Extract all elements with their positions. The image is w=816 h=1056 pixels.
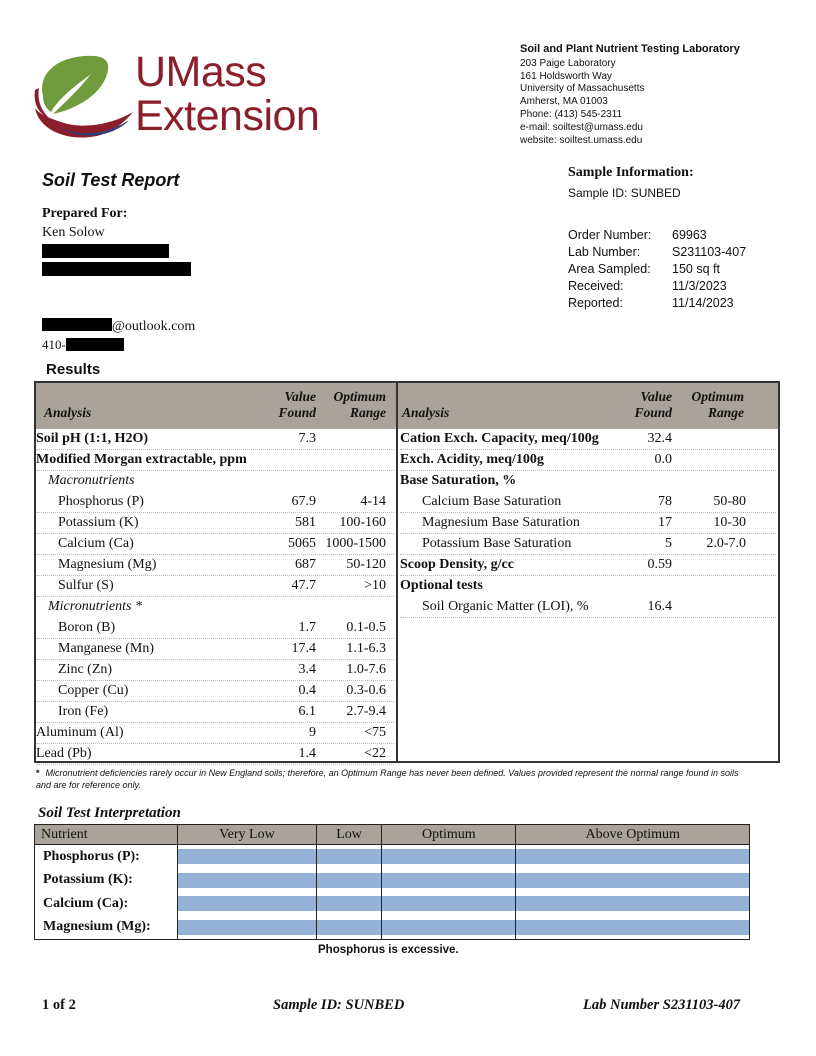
optimum-range: <22	[364, 746, 386, 761]
logo-line-1: UMass	[135, 48, 267, 96]
results-row	[36, 575, 394, 597]
results-row	[36, 722, 394, 744]
footnote-star: *	[36, 768, 40, 778]
optimum-range: 10-30	[713, 515, 746, 530]
sample-information-header: Sample Information:	[568, 165, 694, 180]
header-nutrient: Nutrient	[35, 825, 178, 845]
left-header-value-found	[272, 389, 316, 421]
right-header-analysis: Analysis	[402, 405, 450, 420]
order-value: 69963	[672, 228, 707, 242]
value-found: 7.3	[298, 431, 316, 446]
lab-address-block	[520, 43, 740, 147]
header-low: Low	[316, 825, 381, 845]
header-above-optimum: Above Optimum	[516, 825, 749, 845]
analysis-label: Soil Organic Matter (LOI), %	[422, 599, 589, 614]
optimum-range: >10	[364, 578, 386, 593]
header-value-line: Value	[640, 389, 672, 404]
sample-information	[568, 165, 694, 200]
interpretation-row	[35, 845, 749, 869]
optimum-range: 4-14	[360, 494, 386, 509]
value-found: 5065	[288, 536, 316, 551]
results-row	[36, 470, 394, 491]
level-cell	[382, 845, 516, 869]
order-value: S231103-407	[672, 245, 747, 259]
left-header-optimum-range	[324, 389, 386, 421]
nutrient-label: Potassium (K):	[35, 869, 178, 893]
prepared-for-block	[42, 204, 127, 242]
results-row	[400, 575, 776, 596]
level-bar-segment	[382, 873, 515, 888]
nutrient-label: Magnesium (Mg):	[35, 916, 178, 940]
order-row	[568, 262, 746, 279]
level-cell	[516, 869, 749, 893]
order-value: 11/3/2023	[672, 279, 727, 293]
level-cell	[516, 845, 749, 869]
value-found: 47.7	[291, 578, 316, 593]
footer-sample-id: Sample ID: SUNBED	[273, 997, 405, 1013]
results-row	[400, 596, 776, 618]
level-bar-segment	[516, 849, 749, 864]
results-row	[400, 554, 776, 576]
level-bar-segment	[178, 920, 316, 935]
interpretation-row	[35, 892, 749, 916]
analysis-label: Base Saturation, %	[400, 473, 517, 488]
value-found: 32.4	[647, 431, 672, 446]
left-header-analysis: Analysis	[44, 405, 92, 420]
analysis-label: Aluminum (Al)	[36, 725, 124, 740]
level-cell	[316, 916, 381, 940]
interpretation-table	[34, 824, 750, 940]
phone-prefix: 410-	[42, 337, 66, 352]
interpretation-row	[35, 869, 749, 893]
analysis-label: Soil pH (1:1, H2O)	[36, 431, 149, 446]
value-found: 5	[665, 536, 672, 551]
optimum-range: 1.0-7.6	[346, 662, 386, 677]
level-bar-segment	[382, 849, 515, 864]
optimum-range: 1000-1500	[325, 536, 386, 551]
level-cell	[316, 892, 381, 916]
results-row	[400, 470, 776, 491]
nutrient-label: Calcium (Ca):	[35, 892, 178, 916]
logo-wordmark	[135, 50, 319, 138]
optimum-range: 2.7-9.4	[346, 704, 386, 719]
order-key: Order Number:	[568, 228, 652, 242]
level-cell	[382, 916, 516, 940]
analysis-label: Magnesium Base Saturation	[422, 515, 580, 530]
value-found: 0.59	[647, 557, 672, 572]
level-bar-segment	[317, 920, 381, 935]
optimum-range: 0.1-0.5	[346, 620, 386, 635]
analysis-label: Calcium Base Saturation	[422, 494, 562, 509]
results-row	[400, 428, 776, 450]
footnote-text: Micronutrient deficiencies rarely occur in New England soils; therefore, an Optimum Range has never been defined. Values provided represent the normal range found in soils and are for reference only.	[36, 768, 739, 790]
order-row	[568, 296, 746, 313]
header-optimum: Optimum	[382, 825, 516, 845]
results-column-divider	[396, 383, 398, 761]
analysis-label: Micronutrients *	[48, 599, 142, 614]
level-cell	[178, 892, 317, 916]
results-row	[36, 617, 394, 639]
customer-name: Ken Solow	[42, 225, 105, 240]
value-found: 78	[658, 494, 672, 509]
redaction-bar	[42, 262, 191, 276]
order-row	[568, 245, 746, 262]
order-details	[568, 228, 746, 313]
analysis-label: Manganese (Mn)	[58, 641, 155, 656]
level-bar-segment	[317, 873, 381, 888]
page-number: 1 of 2	[42, 997, 76, 1013]
value-found: 1.7	[298, 620, 316, 635]
analysis-label: Iron (Fe)	[58, 704, 109, 719]
level-cell	[382, 892, 516, 916]
level-cell	[178, 916, 317, 940]
redaction-bar	[42, 244, 169, 258]
level-bar-segment	[178, 896, 316, 911]
level-bar-segment	[178, 873, 316, 888]
value-found: 17	[658, 515, 672, 530]
results-row	[36, 491, 394, 513]
customer-phone	[42, 337, 124, 353]
order-key: Area Sampled:	[568, 262, 651, 276]
header-optimum-line: Optimum	[691, 389, 744, 404]
optimum-range: 2.0-7.0	[706, 536, 746, 551]
header-very-low: Very Low	[178, 825, 317, 845]
analysis-label: Macronutrients	[48, 473, 135, 488]
value-found: 3.4	[298, 662, 316, 677]
value-found: 17.4	[291, 641, 316, 656]
results-title: Results	[46, 361, 101, 378]
results-row	[36, 680, 394, 702]
analysis-label: Magnesium (Mg)	[58, 557, 157, 572]
results-row	[36, 428, 394, 450]
interpretation-body	[35, 845, 749, 940]
redaction-bar	[66, 338, 124, 351]
order-value: 150 sq ft	[672, 262, 720, 276]
leaf-swoosh-icon	[35, 56, 133, 138]
lab-phone: Phone: (413) 545-2311	[520, 108, 623, 120]
logo-line-2: Extension	[135, 92, 320, 140]
results-row	[400, 512, 776, 534]
order-row	[568, 228, 746, 245]
micronutrient-footnote	[36, 768, 756, 791]
header-value-line: Value	[284, 389, 316, 404]
level-cell	[516, 916, 749, 940]
level-bar-segment	[516, 896, 749, 911]
level-cell	[178, 869, 317, 893]
level-bar-segment	[382, 920, 515, 935]
value-found: 581	[295, 515, 316, 530]
analysis-label: Exch. Acidity, meq/100g	[400, 452, 544, 467]
footer-lab-number: Lab Number S231103-407	[583, 997, 741, 1013]
optimum-range: 0.3-0.6	[346, 683, 386, 698]
lab-line: Amherst, MA 01003	[520, 96, 608, 108]
header-found-line: Found	[278, 405, 316, 420]
order-key: Reported:	[568, 296, 623, 310]
results-row	[36, 659, 394, 681]
analysis-label: Cation Exch. Capacity, meq/100g	[400, 431, 599, 446]
lab-line: 203 Paige Laboratory	[520, 57, 616, 69]
header-optimum-line: Optimum	[333, 389, 386, 404]
analysis-label: Zinc (Zn)	[58, 662, 113, 677]
level-cell	[516, 892, 749, 916]
results-row	[36, 638, 394, 660]
optimum-range: 100-160	[339, 515, 386, 530]
optimum-range: 1.1-6.3	[346, 641, 386, 656]
lab-website: website: soiltest.umass.edu	[520, 134, 643, 146]
analysis-label: Phosphorus (P)	[58, 494, 144, 509]
customer-email	[42, 318, 195, 335]
results-row	[36, 743, 394, 765]
report-title: Soil Test Report	[42, 170, 180, 190]
value-found: 9	[309, 725, 316, 740]
order-key: Lab Number:	[568, 245, 641, 259]
results-row	[36, 533, 394, 555]
level-cell	[178, 845, 317, 869]
level-cell	[316, 869, 381, 893]
results-row	[400, 533, 776, 555]
header-range-line: Range	[349, 405, 386, 420]
email-domain: @outlook.com	[112, 319, 196, 334]
header-range-line: Range	[707, 405, 744, 420]
level-bar-segment	[178, 849, 316, 864]
value-found: 0.4	[298, 683, 316, 698]
analysis-label: Sulfur (S)	[58, 578, 114, 593]
redaction-bar	[42, 318, 112, 331]
results-row	[36, 554, 394, 576]
lab-line: 161 Holdsworth Way	[520, 70, 612, 82]
analysis-label: Potassium (K)	[58, 515, 139, 530]
level-cell	[316, 845, 381, 869]
analysis-label: Lead (Pb)	[36, 746, 92, 761]
results-row	[400, 449, 776, 471]
level-bar-segment	[516, 873, 749, 888]
analysis-label: Modified Morgan extractable, ppm	[36, 452, 247, 467]
value-found: 6.1	[298, 704, 316, 719]
analysis-label: Optional tests	[400, 578, 483, 593]
order-key: Received:	[568, 279, 624, 293]
sample-id: Sample ID: SUNBED	[568, 186, 681, 200]
level-bar-segment	[516, 920, 749, 935]
lab-email: e-mail: soiltest@umass.edu	[520, 121, 643, 133]
results-row	[36, 701, 394, 723]
results-row	[36, 596, 394, 617]
optimum-range: <75	[364, 725, 386, 740]
prepared-for-label: Prepared For:	[42, 206, 128, 221]
header-found-line: Found	[634, 405, 672, 420]
results-row	[36, 512, 394, 534]
interpretation-note: Phosphorus is excessive.	[318, 944, 459, 956]
order-value: 11/14/2023	[672, 296, 734, 310]
results-table	[34, 381, 780, 763]
order-row	[568, 279, 746, 296]
interpretation-header-row	[35, 825, 749, 845]
analysis-label: Scoop Density, g/cc	[400, 557, 514, 572]
nutrient-label: Phosphorus (P):	[35, 845, 178, 869]
analysis-label: Potassium Base Saturation	[422, 536, 572, 551]
right-header-optimum-range	[682, 389, 744, 421]
right-header-value-found	[628, 389, 672, 421]
level-bar-segment	[382, 896, 515, 911]
lab-line: University of Massachusetts	[520, 83, 645, 95]
level-bar-segment	[317, 896, 381, 911]
results-row	[400, 491, 776, 513]
optimum-range: 50-120	[346, 557, 386, 572]
level-cell	[382, 869, 516, 893]
level-bar-segment	[317, 849, 381, 864]
interpretation-row	[35, 916, 749, 940]
optimum-range: 50-80	[713, 494, 746, 509]
results-row	[36, 449, 394, 471]
analysis-label: Calcium (Ca)	[58, 536, 134, 551]
lab-name: Soil and Plant Nutrient Testing Laboratory	[520, 43, 740, 55]
value-found: 687	[295, 557, 316, 572]
analysis-label: Copper (Cu)	[58, 683, 129, 698]
analysis-label: Boron (B)	[58, 620, 116, 635]
value-found: 67.9	[291, 494, 316, 509]
value-found: 1.4	[298, 746, 316, 761]
value-found: 16.4	[647, 599, 672, 614]
interpretation-title: Soil Test Interpretation	[38, 805, 181, 821]
value-found: 0.0	[654, 452, 672, 467]
